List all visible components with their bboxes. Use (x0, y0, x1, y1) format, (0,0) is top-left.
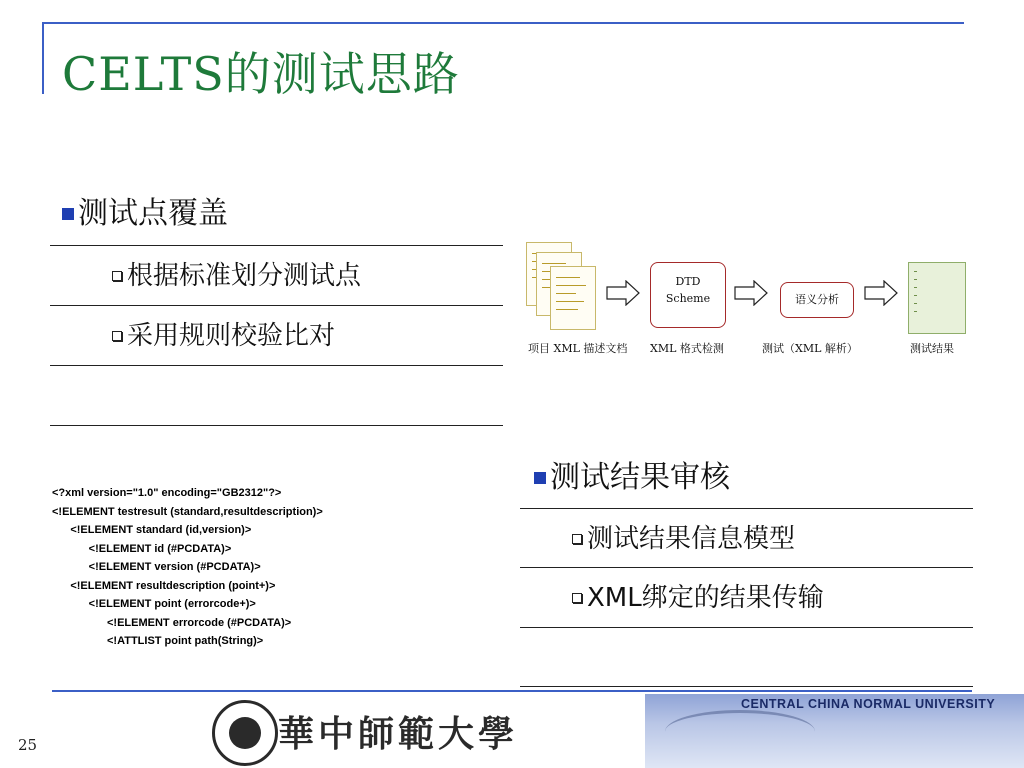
divider (50, 365, 503, 366)
title-side-rule (42, 22, 44, 94)
university-seal-icon (212, 700, 278, 766)
hollow-square-bullet-icon (112, 271, 122, 281)
test-flow-diagram (524, 240, 984, 360)
code-line: <!ELEMENT point (errorcode+)> (52, 598, 256, 610)
dtd-code-block (52, 484, 323, 651)
sub-bullet-text: 根据标准划分测试点 (127, 261, 362, 291)
code-line: <?xml version="1.0" encoding="GB2312"?> (52, 487, 282, 499)
xml-document-icon (550, 266, 596, 330)
footer-rule (52, 690, 972, 692)
sub-bullet-xml-binding (572, 577, 824, 614)
bullet-text: 测试结果审核 (550, 460, 730, 495)
arrow-right-icon (606, 280, 640, 306)
divider (520, 567, 973, 568)
flow-label: XML 格式检测 (650, 342, 724, 355)
divider (50, 245, 503, 246)
box-line: Scheme (665, 292, 711, 305)
code-line: <!ELEMENT errorcode (#PCDATA)> (52, 616, 292, 629)
code-line: <!ELEMENT testresult (standard,resultdescription)> (52, 505, 323, 518)
sub-bullet-text: 测试结果信息模型 (587, 524, 796, 554)
code-line: <!ELEMENT resultdescription (point+)> (52, 579, 276, 592)
arrow-right-icon (734, 280, 768, 306)
divider (520, 627, 973, 628)
page-number: 25 (18, 736, 38, 754)
flow-label: 测试结果 (910, 342, 954, 355)
bullet-text: 测试点覆盖 (78, 196, 228, 231)
university-name: CENTRAL CHINA NORMAL UNIVERSITY (741, 697, 996, 711)
square-bullet-icon (534, 472, 546, 484)
code-line: <!ELEMENT id (#PCDATA)> (52, 542, 232, 555)
box-line: DTD (675, 275, 701, 288)
hollow-square-bullet-icon (572, 534, 582, 544)
code-line: <!ELEMENT version (#PCDATA)> (52, 561, 261, 573)
divider (520, 508, 973, 509)
flow-label: 项目 XML 描述文档 (528, 342, 628, 355)
test-result-document-icon (908, 262, 966, 334)
university-calligraphy-logo: 華中師範大學 (278, 713, 519, 755)
university-banner (645, 694, 1024, 768)
code-line: <!ATTLIST point path(String)> (52, 635, 264, 647)
sub-bullet-split-points (112, 255, 361, 292)
semantic-analysis-box: 语义分析 (780, 282, 854, 318)
hollow-square-bullet-icon (572, 593, 582, 603)
code-line: <!ELEMENT standard (id,version)> (52, 524, 252, 536)
dtd-scheme-box (650, 262, 726, 328)
bullet-test-coverage (62, 188, 228, 232)
bullet-result-review (534, 452, 730, 496)
flow-label: 测试（XML 解析） (762, 342, 858, 355)
hollow-square-bullet-icon (112, 331, 122, 341)
square-bullet-icon (62, 208, 74, 220)
divider (520, 686, 973, 687)
sub-bullet-result-model (572, 518, 795, 555)
sub-bullet-text: XML绑定的结果传输 (587, 583, 824, 613)
pavilion-roof-icon (665, 710, 815, 753)
sub-bullet-text: 采用规则校验比对 (127, 321, 336, 351)
divider (50, 425, 503, 426)
sub-bullet-rule-check (112, 315, 335, 352)
slide-title: CELTS的测试思路 (62, 47, 460, 101)
title-top-rule (42, 22, 964, 24)
arrow-right-icon (864, 280, 898, 306)
divider (50, 305, 503, 306)
